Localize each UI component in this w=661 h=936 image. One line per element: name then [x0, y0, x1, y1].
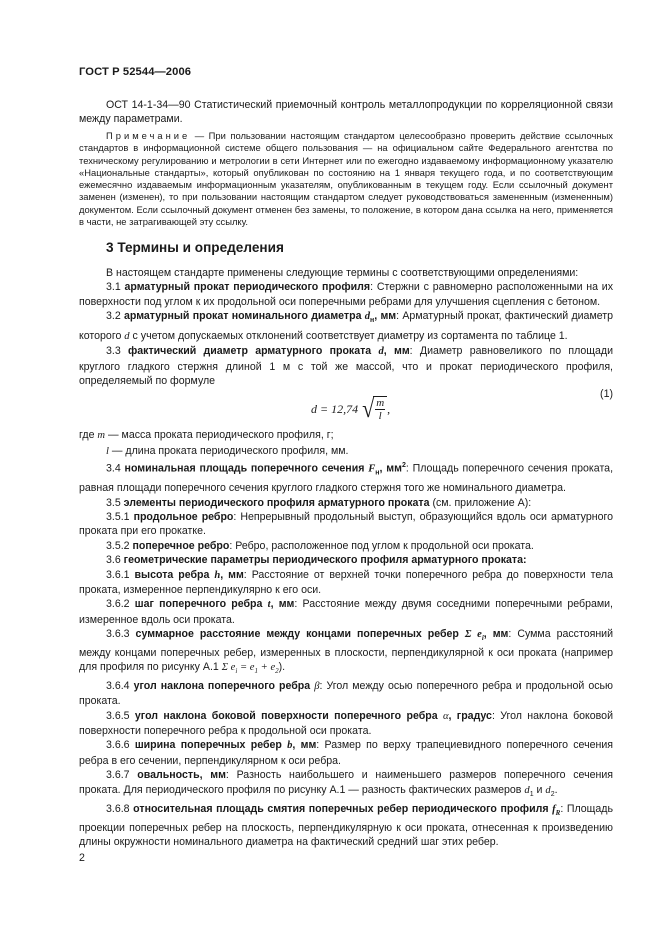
term-3-1: 3.1 арматурный прокат периодического профиля: Стержни с равномерно расположенными на их поверхности под углом к их продольной оси поперечными ребрами для улучшения сцепления с бетоном. — [79, 281, 614, 308]
term-3-6-5: 3.6.5 угол наклона боковой поверхности поперечного ребра α, градус: Угол наклона боковой поверхности поперечного ребра к продольной оси проката. — [79, 709, 613, 737]
section-intro: В настоящем стандарте применены следующие термины с соответствующими определениями: — [106, 267, 579, 279]
term-3-6-8: 3.6.8 относительная площадь смятия поперечных ребер периодического профиля $f_R$: Площадь проекции поперечных ребер на плоскость, перпендикулярную к оси проката, отнесенная к произведению длины окружности номинального диаметра на фактический средний шаг этих ребер. — [79, 803, 613, 848]
term-3-5: 3.5 элементы периодического профиля арматурного проката (см. приложение А): — [106, 496, 532, 509]
term-3-4: 3.4 номинальная площадь поперечного сечения $F_н$, $мм^2$: Площадь поперечного сечения проката, равная площади поперечного сечения круглого гладкого стержня того же номинального диаметра. — [79, 462, 614, 495]
document-header: ГОСТ Р 52544—2006 — [79, 66, 192, 78]
section-title: 3 Термины и определения — [106, 240, 284, 255]
reference-ost: ОСТ 14-1-34—90 Статистический приемочный контроль металлопродукции по корреляционной связи между параметрами. — [79, 99, 613, 126]
term-3-6-4: 3.6.4 угол наклона поперечного ребра β: Угол между осью поперечного ребра и продольной осью проката. — [79, 679, 613, 708]
formula-lhs: d = 12,74 — [311, 401, 359, 416]
page-number: 2 — [79, 852, 85, 864]
formula-1: d = 12,74 √ $\frac{m}{l}$ , (1) — [311, 388, 613, 424]
term-3-6-3: 3.6.3 суммарное расстояние между концами поперечных ребер Σ $e_i$, мм: Сумма расстояний между концами поперечных ребер, измеренных в плоскости, перпендикулярной к оси проката (например для профиля по рисунку А.1 Σ $e_i = e_1 + e_2$). — [79, 628, 614, 676]
equation-number: (1) — [600, 388, 613, 401]
term-3-6-1: 3.6.1 высота ребра h, мм: Расстояние от верхней точки поперечного ребра до поверхности тела проката, измеренное перпендикулярно к его оси. — [79, 568, 613, 597]
term-3-6: 3.6 геометрические параметры периодического профиля арматурного проката: — [106, 554, 527, 567]
term-3-3: 3.3 фактический диаметр арматурного проката d, мм: Диаметр равновеликого по площади круглого гладкого стержня длиной 1 м с той же массой, что и прокат периодического профиля, определяемый по формуле — [79, 345, 613, 387]
term-3-6-2: 3.6.2 шаг поперечного ребра t, мм: Расстояние между двумя соседними поперечными ребрами, измеренное вдоль оси проката. — [79, 598, 613, 626]
where-l: l — длина проката периодического профиля, мм. — [106, 444, 349, 457]
where-m: где m — масса проката периодического профиля, г; — [79, 429, 334, 442]
term-3-6-7: 3.6.7 овальность, мм: Разность наибольшего и наименьшего размеров поперечного сечения проката. Для периодического профиля по рисунку А.1 — разность фактических размеров $d_1$ и $d_2$. — [79, 769, 613, 798]
term-3-2: 3.2 арматурный прокат номинального диаметра $d_н$, мм: Арматурный прокат, фактический диаметр которого d с учетом допускаемых отклонений соответствует диаметру из сортамента по таблице 1. — [79, 310, 614, 342]
note-text: — При пользовании настоящим стандартом целесообразно проверить действие ссылочных стандартов в информационной системе общего пользования — на официальном сайте Федерального агентства по техническому регулированию и метрологии в сети Интернет или по ежегодно издаваемому информационному указателю «Национальные стандарты», который опубликован по состоянию на 1 января текущего года, и по соответствующим ежемесячно издаваемым информационным указателям, опубликованным в текущем году. Если ссылочный документ заменен (изменен), то при пользовании настоящим стандартом следует руководствоваться замененным (измененным) документом. Если ссылочный документ отменен без замены, то положение, в котором дана ссылка на него, применяется в части, не затрагивающей эту ссылку. — [79, 130, 613, 228]
note-label: Примечание — [106, 130, 191, 141]
sqrt-symbol: √ $\frac{m}{l}$ — [362, 396, 387, 422]
term-3-6-6: 3.6.6 ширина поперечных ребер b, мм: Размер по верху трапециевидного поперечного сечения ребра в его сечении, перпендикулярном к оси ребра. — [79, 739, 613, 767]
term-3-5-2: 3.5.2 поперечное ребро: Ребро, расположенное под углом к продольной оси проката. — [106, 539, 534, 552]
note-paragraph — [79, 130, 613, 228]
term-3-5-1: 3.5.1 продольное ребро: Непрерывный продольный выступ, образующийся вдоль оси арматурного проката при его прокатке. — [79, 511, 613, 538]
